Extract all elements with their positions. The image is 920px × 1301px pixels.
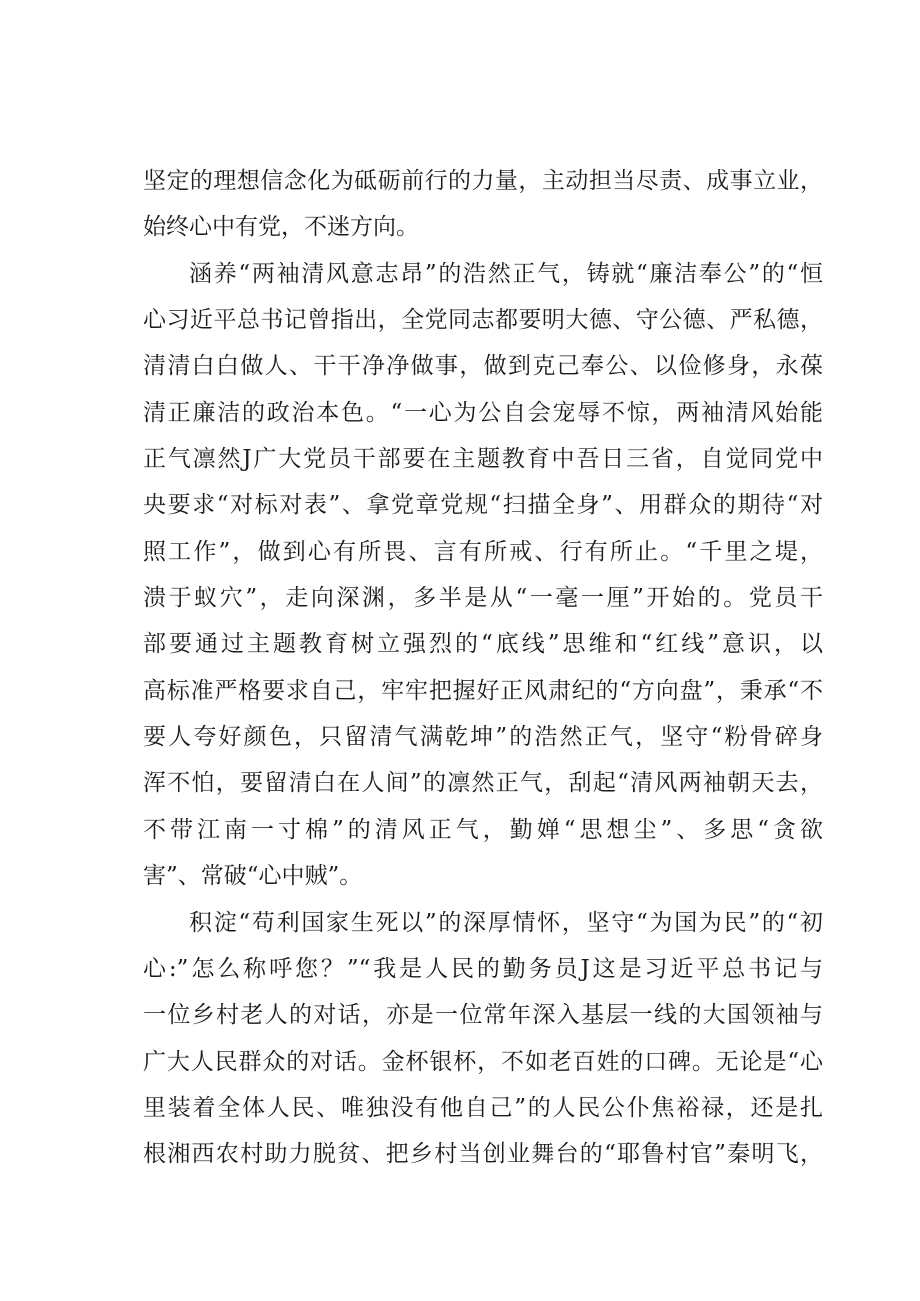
- text-line: 坚定的理想信念化为砥砺前行的力量，主动担当尽责、成事立业，: [143, 168, 823, 194]
- text-line: 里装着全体人民、唯独没有他自己”的人民公仆焦裕禄，还是扎: [143, 1094, 823, 1121]
- text-line: 积淀“苟利国家生死以”的深厚情怀，坚守“为国为民”的“初: [189, 909, 823, 936]
- text-line: 部要通过主题教育树立强烈的“底线”思维和“红线”意识，以: [143, 631, 823, 658]
- text-line: 心习近平总书记曾指出，全党同志都要明大德、守公德、严私德，: [143, 307, 823, 334]
- text-line: 心:”怎么称呼您？”“我是人民的勤务员J这是习近平总书记与: [143, 955, 823, 982]
- text-line: 高标准严格要求自己，牢牢把握好正风肃纪的“方向盘”，秉承“不: [143, 677, 823, 704]
- text-line: 始终心中有党，不迷方向。: [143, 214, 419, 241]
- text-line: 正气凛然J广大党员干部要在主题教育中吾日三省，自觉同党中: [143, 446, 823, 473]
- text-line: 不带江南一寸棉”的清风正气，勤婵“思想尘”、多思“贪欲: [143, 816, 823, 843]
- text-line: 溃于蚁穴”，走向深渊，多半是从“一毫一厘”开始的。党员干: [143, 585, 823, 612]
- document-body-text: [143, 158, 823, 1178]
- text-line: 要人夸好颜色，只留清气满乾坤”的浩然正气，坚守“粉骨碎身: [143, 724, 823, 751]
- text-line: 涵养“两袖清风意志昂”的浩然正气，铸就“廉洁奉公”的“恒: [189, 260, 823, 287]
- text-line: 清正廉洁的政治本色。“一心为公自会宠辱不惊，两袖清风始能: [143, 399, 823, 426]
- text-line: 央要求“对标对表”、拿党章党规“扫描全身”、用群众的期待“对: [143, 492, 823, 519]
- text-line: 清清白白做人、干干净净做事，做到克己奉公、以俭修身，永葆: [143, 353, 823, 380]
- text-line: 浑不怕，要留清白在人间”的凛然正气，刮起“清风两袖朝天去，: [143, 770, 823, 797]
- text-line: 一位乡村老人的对话，亦是一位常年深入基层一线的大国领袖与: [143, 1002, 823, 1029]
- text-line: 害”、常破“心中贼”。: [143, 863, 363, 890]
- text-line: 广大人民群众的对话。金杯银杯，不如老百姓的口碑。无论是“心: [143, 1048, 823, 1075]
- text-line: 照工作”，做到心有所畏、言有所戒、行有所止。“千里之堤，: [143, 538, 823, 565]
- text-line: 根湘西农村助力脱贫、把乡村当创业舞台的“耶鲁村官”秦明飞，: [143, 1141, 823, 1168]
